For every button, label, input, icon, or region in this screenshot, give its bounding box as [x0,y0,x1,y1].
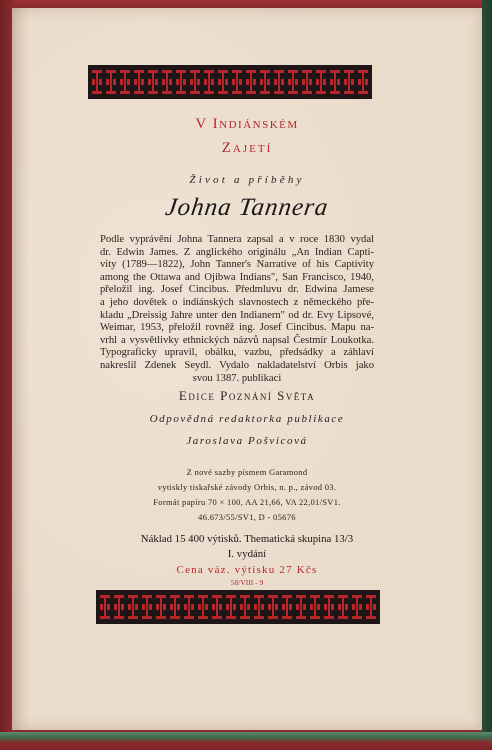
description-line: vrhl a vysvětlivky ethnických názvů napsal Čestmír Loukotka. [100,334,374,346]
title-line-1: V Indiánském [195,116,299,132]
description-line: svou 1387. publikaci [192,372,282,384]
description-line: among the Ottawa and Ojibwa Indians", San Francisco, 1940, [100,271,374,283]
catalog-code: 58/VIII - 9 [230,578,264,587]
description-line: dr. Edwin James. Z anglického originálu „An Indian Capti- [100,246,374,258]
price: Cena váz. výtisku 27 Kčs [176,564,318,576]
description-line: Typograficky upravil, obálku, vazbu, předsádky a záhlaví [100,347,374,359]
title-page [12,8,482,730]
ornamental-border-top [88,65,372,99]
author-name-script: Johna Tannera [163,194,331,221]
ornament-pattern-bottom [98,592,378,622]
description-line: vity (1789—1822), John Tanner's Narrative of his Captivity [100,259,374,271]
description-line: Weimar, 1953, přeložil rovněž ing. Josef Cincibus. Mapu na- [100,322,374,334]
ornamental-border-bottom [96,590,380,624]
edition-number: I. vydání [227,548,267,560]
ornament-pattern-top [90,67,370,97]
subtitle: Život a příběhy [189,174,305,186]
book-cover-right-edge [482,0,492,750]
editor-role: Odpovědná redaktorka publikace [149,413,345,425]
description-line: kladu „Dreissig Jahre unter den Indianern" od dr. Evy Lipsové, [100,309,374,321]
series-name: Edice Poznání Světa [178,388,316,403]
print-run: Náklad 15 400 výtisků. Thematická skupina 13/3 [140,533,354,545]
description-paragraph [100,234,374,385]
description-line: nakreslil Zdenek Seydl. Vydalo nakladatelství Orbis jako [100,359,374,371]
book-cover-bottom-edge [0,732,492,750]
printing-line: vytiskly tiskařské závody Orbis, n. p., závod 03. [157,482,337,492]
editor-name: Jaroslava Pošvicová [186,435,308,447]
printing-line: Formát papíru 70 × 100, AA 21,66, VA 22,01/SV1. [153,497,341,507]
printing-line: Z nové sazby písmem Garamond [186,467,308,477]
description-line: přeložil ing. Josef Cincibus. Předmluvu dr. Edwina Jamese [100,284,374,296]
title-line-2: Zajetí [221,140,273,156]
description-line: Podle vyprávění Johna Tannera zapsal a v roce 1830 vydal [100,234,374,245]
printing-line: 46.673/55/SV1, D - 05676 [198,512,296,522]
description-line: a jeho dovětek o indiánských slavnostech z německého pře- [100,296,374,308]
